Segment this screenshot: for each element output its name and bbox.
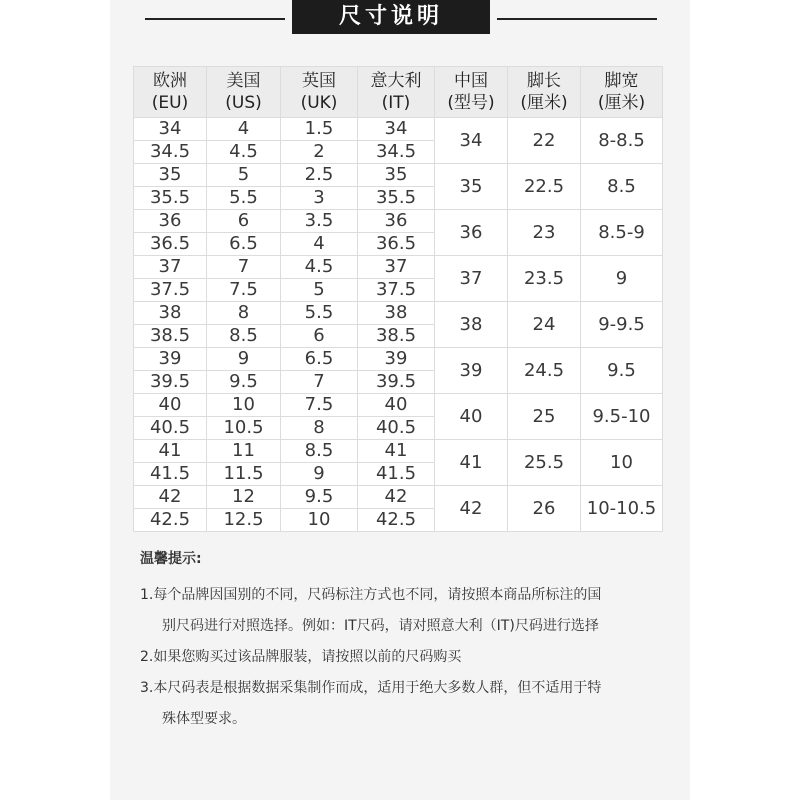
table-cell: 37 — [134, 256, 207, 279]
table-cell-width: 10-10.5 — [581, 486, 663, 532]
table-cell: 7 — [281, 371, 358, 394]
table-row — [134, 256, 663, 279]
table-cell-length: 25.5 — [508, 440, 581, 486]
table-cell: 41.5 — [134, 463, 207, 486]
table-cell: 35 — [134, 164, 207, 187]
size-table-header — [134, 67, 663, 118]
table-cell: 10.5 — [207, 417, 281, 440]
table-cell: 40.5 — [134, 417, 207, 440]
table-cell: 38.5 — [358, 325, 435, 348]
table-cell: 34 — [134, 118, 207, 141]
table-cell: 36 — [358, 210, 435, 233]
table-cell-width: 9.5 — [581, 348, 663, 394]
tip-line: 2.如果您购买过该品牌服装，请按照以前的尺码购买 — [140, 649, 462, 665]
table-cell: 7 — [207, 256, 281, 279]
table-cell: 42.5 — [358, 509, 435, 532]
table-cell-cn: 41 — [435, 440, 508, 486]
table-cell: 6.5 — [207, 233, 281, 256]
size-table — [133, 66, 663, 532]
table-cell: 8 — [281, 417, 358, 440]
table-cell-length: 26 — [508, 486, 581, 532]
tips-list — [140, 580, 680, 735]
tip-line: 1.每个品牌因国别的不同，尺码标注方式也不同，请按照本商品所标注的国 — [140, 587, 602, 603]
table-cell-width: 9.5-10 — [581, 394, 663, 440]
header-foot-width: 脚宽 (厘米) — [581, 67, 663, 118]
table-cell: 11 — [207, 440, 281, 463]
table-cell: 42 — [134, 486, 207, 509]
tip-line: 3.本尺码表是根据数据采集制作而成，适用于绝大多数人群，但不适用于特 — [140, 680, 602, 696]
table-cell: 38 — [358, 302, 435, 325]
table-cell: 36 — [134, 210, 207, 233]
table-cell: 12 — [207, 486, 281, 509]
table-cell: 41 — [358, 440, 435, 463]
table-cell: 36.5 — [134, 233, 207, 256]
header-it: 意大利 (IT) — [358, 67, 435, 118]
table-cell: 39 — [134, 348, 207, 371]
table-cell-width: 8.5 — [581, 164, 663, 210]
table-row — [134, 348, 663, 371]
table-row — [134, 486, 663, 509]
table-row — [134, 440, 663, 463]
title-right-rule — [497, 18, 657, 20]
size-table-body — [134, 118, 663, 532]
table-cell: 9 — [207, 348, 281, 371]
table-cell-cn: 34 — [435, 118, 508, 164]
table-cell-length: 22 — [508, 118, 581, 164]
table-cell-cn: 40 — [435, 394, 508, 440]
table-cell: 3 — [281, 187, 358, 210]
table-cell: 5 — [281, 279, 358, 302]
table-cell-cn: 37 — [435, 256, 508, 302]
table-cell: 8.5 — [281, 440, 358, 463]
table-row — [134, 118, 663, 141]
table-cell: 8.5 — [207, 325, 281, 348]
table-cell: 4.5 — [207, 141, 281, 164]
table-row — [134, 164, 663, 187]
table-cell: 40 — [134, 394, 207, 417]
table-cell: 9 — [281, 463, 358, 486]
table-cell-length: 22.5 — [508, 164, 581, 210]
table-cell: 41 — [134, 440, 207, 463]
table-cell: 9.5 — [281, 486, 358, 509]
tips-title: 温馨提示: — [140, 551, 202, 567]
table-cell: 38.5 — [134, 325, 207, 348]
table-cell: 37.5 — [358, 279, 435, 302]
header-eu: 欧洲 (EU) — [134, 67, 207, 118]
table-cell: 40 — [358, 394, 435, 417]
table-cell: 36.5 — [358, 233, 435, 256]
table-cell: 7.5 — [207, 279, 281, 302]
table-cell-width: 10 — [581, 440, 663, 486]
table-cell: 34.5 — [134, 141, 207, 164]
table-cell-length: 24 — [508, 302, 581, 348]
table-cell-width: 8.5-9 — [581, 210, 663, 256]
tip-line: 殊体型要求。 — [162, 711, 246, 727]
table-cell: 39 — [358, 348, 435, 371]
header-foot-length: 脚长 (厘米) — [508, 67, 581, 118]
table-cell: 6 — [207, 210, 281, 233]
table-row — [134, 210, 663, 233]
table-cell-cn: 36 — [435, 210, 508, 256]
table-cell-cn: 35 — [435, 164, 508, 210]
table-cell: 37.5 — [134, 279, 207, 302]
table-cell-width: 8-8.5 — [581, 118, 663, 164]
table-cell-cn: 42 — [435, 486, 508, 532]
table-row — [134, 394, 663, 417]
header-us: 美国 (US) — [207, 67, 281, 118]
table-cell-length: 23.5 — [508, 256, 581, 302]
table-cell: 39.5 — [358, 371, 435, 394]
table-cell: 35 — [358, 164, 435, 187]
table-cell: 3.5 — [281, 210, 358, 233]
table-cell: 4 — [281, 233, 358, 256]
header-uk: 英国 (UK) — [281, 67, 358, 118]
tips-section — [140, 548, 680, 735]
table-cell-length: 23 — [508, 210, 581, 256]
table-cell: 41.5 — [358, 463, 435, 486]
table-cell: 7.5 — [281, 394, 358, 417]
table-cell: 39.5 — [134, 371, 207, 394]
table-cell: 6 — [281, 325, 358, 348]
table-cell-width: 9 — [581, 256, 663, 302]
table-cell-width: 9-9.5 — [581, 302, 663, 348]
table-cell: 42 — [358, 486, 435, 509]
table-cell: 10 — [281, 509, 358, 532]
table-cell: 5.5 — [207, 187, 281, 210]
tip-line: 别尺码进行对照选择。例如：IT尺码，请对照意大利（IT)尺码进行选择 — [162, 618, 599, 634]
table-cell: 4 — [207, 118, 281, 141]
table-cell: 35.5 — [134, 187, 207, 210]
table-cell: 42.5 — [134, 509, 207, 532]
table-cell: 9.5 — [207, 371, 281, 394]
table-cell: 2.5 — [281, 164, 358, 187]
table-cell: 37 — [358, 256, 435, 279]
table-cell-cn: 38 — [435, 302, 508, 348]
table-row — [134, 302, 663, 325]
table-cell: 40.5 — [358, 417, 435, 440]
table-cell-cn: 39 — [435, 348, 508, 394]
table-cell: 34.5 — [358, 141, 435, 164]
table-cell: 8 — [207, 302, 281, 325]
table-cell: 12.5 — [207, 509, 281, 532]
table-cell-length: 24.5 — [508, 348, 581, 394]
header-cn: 中国 (型号) — [435, 67, 508, 118]
table-cell: 5 — [207, 164, 281, 187]
table-cell: 38 — [134, 302, 207, 325]
table-cell: 34 — [358, 118, 435, 141]
table-cell-length: 25 — [508, 394, 581, 440]
table-cell: 5.5 — [281, 302, 358, 325]
table-cell: 10 — [207, 394, 281, 417]
table-cell: 4.5 — [281, 256, 358, 279]
table-cell: 11.5 — [207, 463, 281, 486]
table-cell: 6.5 — [281, 348, 358, 371]
table-cell: 1.5 — [281, 118, 358, 141]
table-cell: 2 — [281, 141, 358, 164]
page-title: 尺寸说明 — [292, 0, 490, 34]
table-cell: 35.5 — [358, 187, 435, 210]
title-left-rule — [145, 18, 285, 20]
